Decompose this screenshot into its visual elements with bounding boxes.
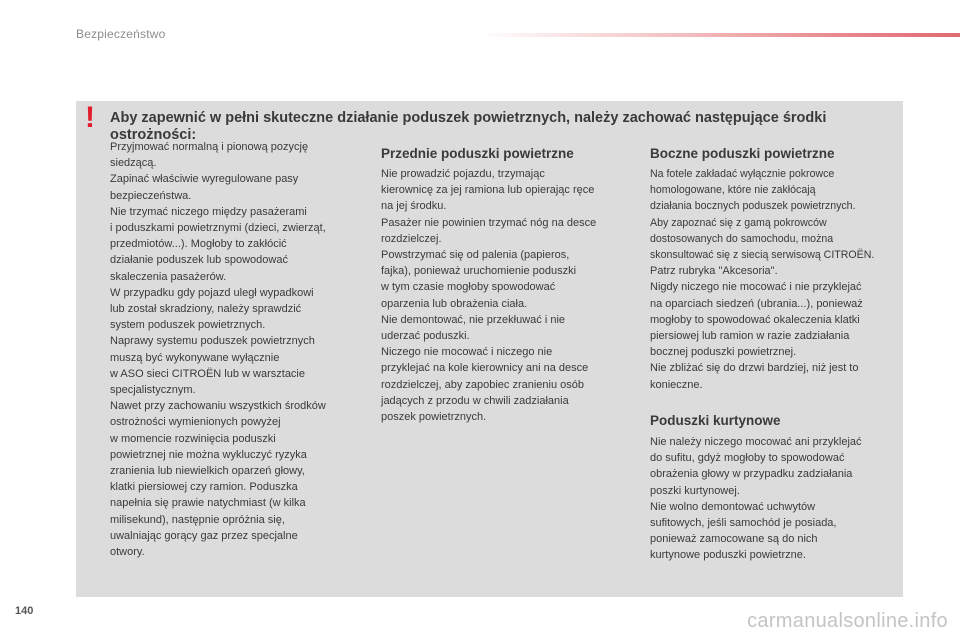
section-title: Bezpieczeństwo <box>76 27 166 41</box>
curtain-airbags-heading: Poduszki kurtynowe <box>650 413 781 428</box>
general-precautions <box>110 139 365 560</box>
warning-heading: Aby zapewnić w pełni skuteczne działanie poduszek powietrznych, należy zachować następujące środki ostrożności: <box>110 110 827 143</box>
side-airbags-heading: Boczne poduszki powietrzne <box>650 146 835 161</box>
front-airbags-section <box>381 166 636 425</box>
curtain-airbags-text: Nie należy niczego mocować ani przyklejać do sufitu, gdyż mogłoby to spowodować obrażenia głowy w przypadku zadziałania poszki kurtynowej. Nie wolno demontować uchwytów sufitowych, jeśli samochód je posiada, ponieważ zamocowane są do nich kurtynowe poduszki powietrzne. <box>650 436 862 562</box>
side-airbags-section <box>650 166 902 393</box>
watermark: carmanualsonline.info <box>747 610 948 632</box>
curtain-airbags-section <box>650 434 902 564</box>
general-precautions-text: Przyjmować normalną i pionową pozycję siedzącą. Zapinać właściwie wyregulowane pasy bezpieczeństwa. Nie trzymać niczego między pasażerami i poduszkami powietrznymi (dzieci, zwierząt, przedmiotów...). Mogłoby to zakłócić działanie poduszek lub spowodować skaleczenia pasażerów. W przypadku gdy pojazd uległ wypadkowi lub został skradziony, należy sprawdzić system poduszek powietrznych. Naprawy systemu poduszek powietrznych muszą być wykonywane wyłącznie w ASO sieci CITROËN lub w warsztacie specjalistycznym. Nawet przy zachowaniu wszystkich środków ostrożności wymienionych powyżej w momencie rozwinięcia poduszki powietrznej nie można wykluczyć ryzyka zranienia lub niewielkich oparzeń głowy, klatki piersiowej czy ramion. Poduszka napełnia się prawie natychmiast (w kilka milisekund), następnie opróżnia się, uwalniając gorący gaz przez specjalne otwory. <box>110 141 326 559</box>
front-airbags-text: Nie prowadzić pojazdu, trzymając kierownicę za jej ramiona lub opierając ręce na jej środku. Pasażer nie powinien trzymać nóg na desce rozdzielczej. Powstrzymać się od palenia (papieros, fajka), ponieważ uruchomienie poduszki w tym czasie mogłoby spowodować oparzenia lub obrażenia ciała. Nie demontować, nie przekłuwać i nie uderzać poduszki. Niczego nie mocować i niczego nie przyklejać na kole kierownicy ani na desce rozdzielczej, aby zapobiec zranieniu osób jadących z przodu w chwili zadziałania poszek powietrznych. <box>381 168 597 424</box>
exclamation-icon: ! <box>85 101 95 134</box>
page-number: 140 <box>15 605 34 617</box>
front-airbags-heading: Przednie poduszki powietrzne <box>381 146 574 161</box>
side-airbags-text: Patrz rubryka "Akcesoria". Nigdy niczego nie mocować i nie przyklejać na oparciach siedzeń (ubrania...), ponieważ mogłoby to spowodować okaleczenia klatki piersiowej lub ramion w razie zadziałania bocznej poduszki powietrznej. Nie zbliżać się do drzwi bardziej, niż jest to konieczne. <box>650 265 863 391</box>
header-accent-bar <box>478 33 960 37</box>
side-airbags-covers-text: Na fotele zakładać wyłącznie pokrowce homologowane, które nie zakłócają działania bocznych poduszek powietrznych. Aby zapoznać się z gamą pokrowców dostosowanych do samochodu, można skonsultować się z siecią serwisową CITROËN. <box>650 168 875 262</box>
